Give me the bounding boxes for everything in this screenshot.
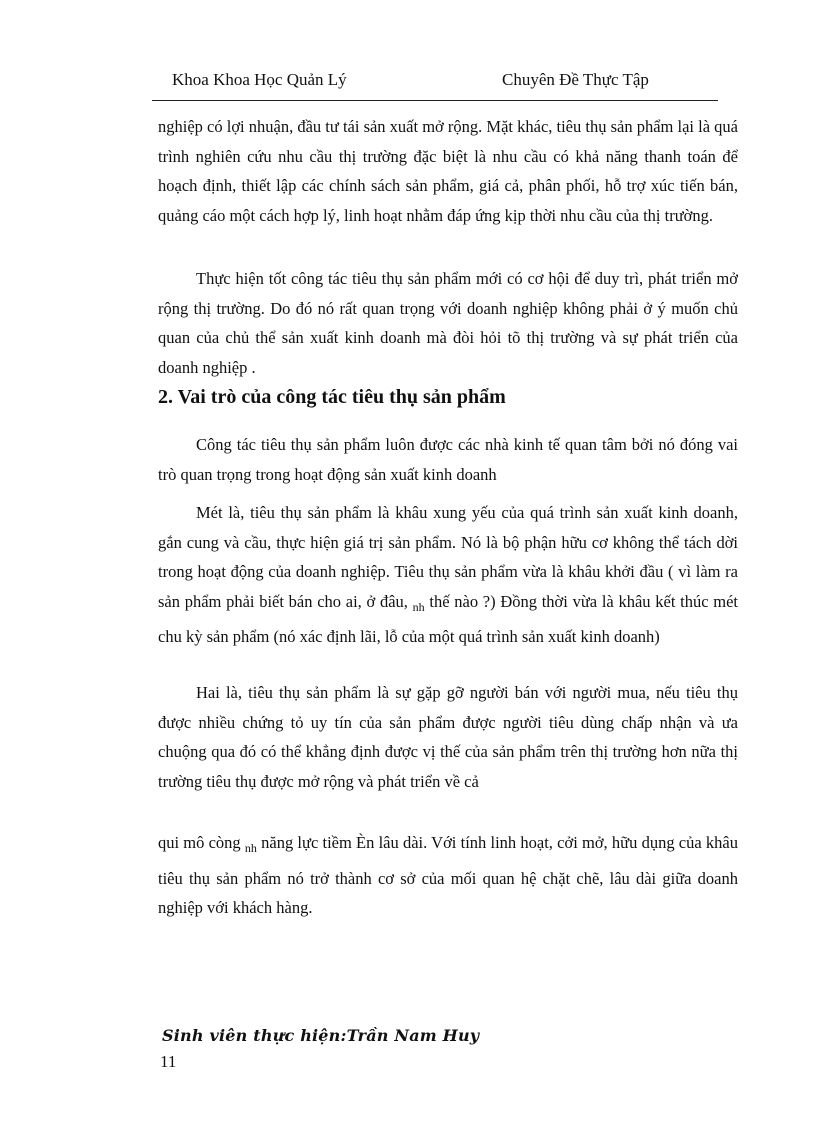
paragraph-continuation: nghiệp có lợi nhuận, đầu tư tái sản xuất mở rộng. Mặt khác, tiêu thụ sản phẩm lại là quá trình nghiên cứu nhu cầu thị trường đặc biệt là nhu cầu có khả năng thanh toán để hoạch định, thiết lập các chính sách sản phẩm, giá cả, phân phối, hỗ trợ xúc tiến bán, quảng cáo một cách hợp lý, linh hoạt nhằm đáp ứng kịp thời nhu cầu của thị trường.	[158, 117, 738, 225]
paragraph-role-two-continued	[158, 828, 738, 923]
section-heading: 2. Vai trò của công tác tiêu thụ sản phẩm	[158, 386, 506, 408]
header-faculty: Khoa Khoa Học Quản Lý	[172, 70, 347, 89]
paragraph-role-two: Hai là, tiêu thụ sản phẩm là sự gặp gỡ người bán với người mua, nếu tiêu thụ được nhiều chứng tỏ uy tín của sản phẩm được người tiêu dùng chấp nhận và ưa chuộng qua đó có thể khẳng định được vị thế của sản phẩm trên thị trường hơn nữa thị trường tiêu thụ được mở rộng và phát triển về cả	[158, 683, 738, 791]
page-header	[152, 66, 718, 101]
paragraph-continued-text-a: qui mô còng	[158, 833, 245, 852]
header-report-title: Chuyên Đề Thực Tập	[502, 70, 649, 89]
paragraph-role-one-text-b: thế nào ?) Đồng thời vừa là khâu kết thúc mét chu kỳ sản phẩm (nó xác định lãi, lỗ của một quá trình sản xuất kinh doanh)	[158, 591, 739, 647]
footer-author: Sinh viên thực hiện:Trần Nam Huy	[162, 1026, 480, 1045]
paragraph-role-one-text-a: Mét là, tiêu thụ sản phẩm là khâu xung yếu của quá trình sản xuất kinh doanh, gắn cung và cầu, thực hiện giá trị sản phẩm. Nó là bộ phận hữu cơ không thể tách dời trong hoạt động của doanh nghiệp. Tiêu thụ sản phẩm vừa là khâu khởi đầu ( vì làm ra sản phẩm phải biết bán cho ai, ở đâu,	[158, 503, 738, 611]
paragraph-market-development: Thực hiện tốt công tác tiêu thụ sản phẩm mới có cơ hội để duy trì, phát triển mở rộng thị trường. Do đó nó rất quan trọng với doanh nghiệp không phải ở ý muốn chủ quan của chủ thể sản xuất kinh doanh mà đòi hỏi tõ thị trường và sự phát triển của doanh nghiệp .	[158, 269, 738, 377]
page-number: 11	[160, 1052, 177, 1071]
paragraph-role-one-fragment: nh	[412, 599, 425, 614]
paragraph-continued-text-b: năng lực tiềm Èn lâu dài. Với tính linh hoạt, cởi mở, hữu dụng của khâu tiêu thụ sản phẩm nó trở thành cơ sở của mối quan hệ chặt chẽ, lâu dài giữa doanh nghiệp với khách hàng.	[158, 833, 738, 918]
paragraph-role-one	[158, 498, 738, 652]
paragraph-role-intro: Công tác tiêu thụ sản phẩm luôn được các nhà kinh tế quan tâm bởi nó đóng vai trò quan trọng trong hoạt động sản xuất kinh doanh	[158, 435, 738, 484]
paragraph-continued-fragment: nh	[244, 841, 257, 855]
